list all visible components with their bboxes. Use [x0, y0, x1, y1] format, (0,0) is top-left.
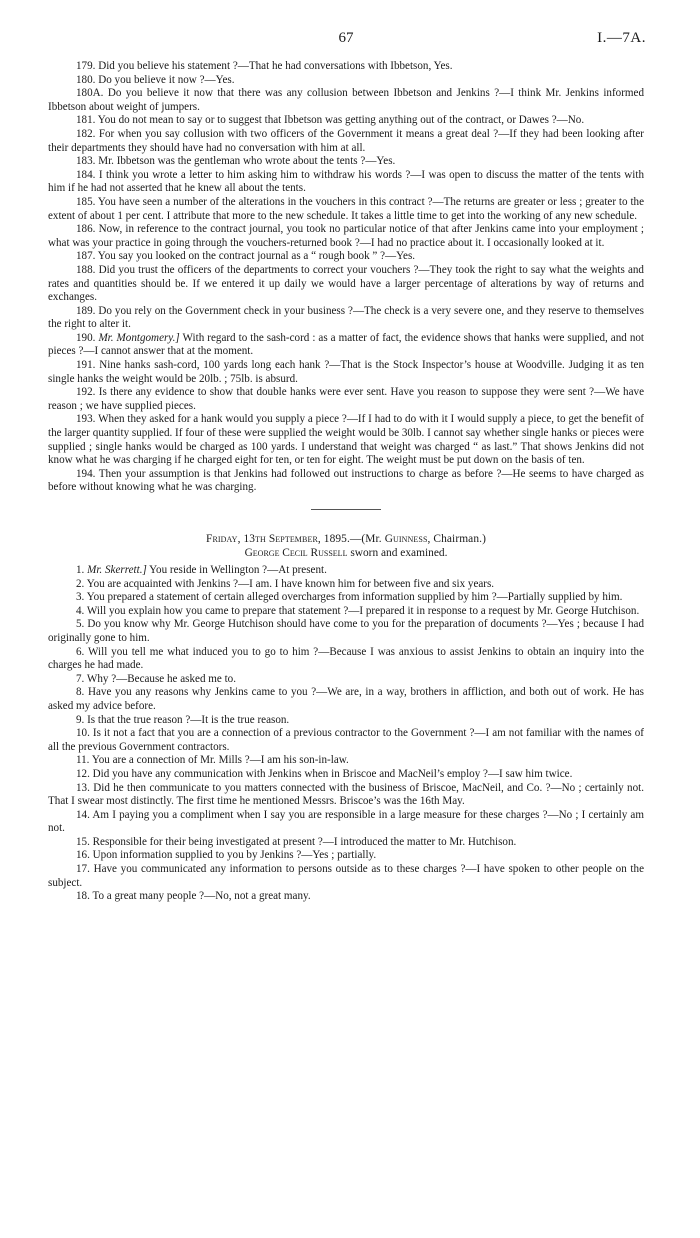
question-number: 182.: [76, 127, 96, 140]
question-answer: [48, 74, 644, 88]
question-text: Am I paying you a compliment when I say you are responsible in a large measure for these charges ?—No ; I certainly am not.: [48, 808, 644, 835]
question-text: Nine hanks sash-cord, 100 yards long each hank ?—That is the Stock Inspector’s house at Woodville. Judging it as ten single hanks the weight would be 20lb. ; 75lb. is absurd.: [48, 359, 644, 385]
question-text: Then your assumption is that Jenkins had followed out instructions to charge as before ?—He seems to have charged as before without knowing what he was charging.: [48, 467, 645, 494]
question-text: Do you rely on the Government check in your business ?—The check is a very severe one, and they reserve to themselves the right to alter it.: [48, 304, 644, 331]
question-number: 16.: [76, 849, 90, 862]
question-text: With regard to the sash-cord : as a matter of fact, the evidence shows that hanks were supplied, and not pieces ?—I cannot answer that at the moment.: [48, 331, 644, 358]
question-answer: [48, 128, 644, 155]
question-number: 180A.: [76, 87, 104, 100]
question-answer: [48, 386, 644, 413]
question-number: 184.: [76, 168, 96, 181]
question-number: 194.: [76, 467, 96, 480]
question-answer: [48, 468, 644, 495]
question-number: 7.: [76, 672, 85, 685]
question-text: For when you say collusion with two officers of the Government it means a great deal ?—If they had been looking after their departments they should have had no conversation with him at all.: [48, 127, 644, 154]
question-text: You do not mean to say or to suggest that Ibbetson was getting anything out of the contract, or Dawes ?—No.: [97, 114, 585, 127]
section-divider: [311, 509, 381, 510]
question-text: You prepared a statement of certain alleged overcharges from information supplied by him ?—Partially supplied by him.: [86, 591, 623, 604]
question-answer: [48, 782, 644, 809]
question-text: You say you looked on the contract journal as a “ rough book ” ?—Yes.: [97, 250, 416, 263]
question-number: 15.: [76, 835, 90, 848]
question-answer: [48, 618, 644, 645]
question-answer: [48, 60, 644, 74]
sitting-day: Friday, 13th September,: [206, 533, 321, 545]
question-number: 183.: [76, 155, 96, 168]
witness-status: sworn and examined.: [350, 547, 448, 559]
question-text: Is there any evidence to show that double hanks were ever sent. Have you reason to suppose they were sent ?—We have reason ; we have supplied pieces.: [48, 386, 644, 412]
page-reference: I.—7A.: [597, 30, 646, 46]
question-answer: [48, 250, 644, 264]
evidence-part-2: [48, 564, 644, 904]
question-answer: [48, 196, 644, 223]
question-text: You are a connection of Mr. Mills ?—I am his son-in-law.: [91, 754, 349, 767]
question-text: Now, in reference to the contract journal, you took no particular notice of that after Jenkins came into your employment ; what was your practice in going through the vouchers-returned book ?—I had no practice about it. I occasionally looked at it.: [48, 223, 644, 249]
question-number: 190.: [76, 331, 96, 344]
question-text: Do you believe it now ?—Yes.: [98, 73, 235, 86]
question-number: 193.: [76, 413, 96, 426]
sitting-year: 1895.—(Mr.: [323, 533, 382, 545]
question-number: 191.: [76, 359, 96, 372]
question-text: Why ?—Because he asked me to.: [86, 672, 237, 685]
question-answer: [48, 87, 644, 114]
question-answer: [48, 727, 644, 754]
question-number: 188.: [76, 263, 96, 276]
witness-name: George Cecil Russell: [244, 547, 348, 559]
question-text: You are acquainted with Jenkins ?—I am. I have known him for between five and six years.: [86, 577, 495, 590]
question-answer: [48, 809, 644, 836]
chairman-name: Guinness,: [384, 533, 431, 545]
question-number: 17.: [76, 863, 90, 876]
question-answer: [48, 332, 644, 359]
question-text: Have you any reasons why Jenkins came to you ?—We are, in a way, brothers in affliction, and both out of work. He has asked my advice before.: [48, 686, 644, 712]
question-answer: [48, 114, 644, 128]
question-answer: [48, 305, 644, 332]
question-text: Is it not a fact that you are a connection of a previous contractor to the Government ?—I am not familiar with the names of all the previous Government contractors.: [48, 727, 644, 753]
document-page: [48, 30, 644, 904]
question-number: 179.: [76, 60, 96, 72]
question-number: 4.: [76, 604, 85, 617]
question-number: 18.: [76, 890, 90, 903]
question-answer: [48, 413, 644, 467]
question-number: 181.: [76, 114, 96, 127]
witness-heading: [48, 546, 644, 560]
question-text: Do you believe it now that there was any collusion between Ibbetson and Jenkins ?—I think Mr. Jenkins informed Ibbetson about weight of jumpers.: [48, 87, 644, 113]
question-number: 5.: [76, 618, 85, 631]
question-answer: [48, 686, 644, 713]
question-answer: [48, 155, 644, 169]
question-text: To a great many people ?—No, not a great many.: [92, 890, 311, 903]
question-text: Mr. Ibbetson was the gentleman who wrote about the tents ?—Yes.: [98, 155, 396, 168]
question-number: 13.: [76, 781, 90, 794]
question-answer: [48, 605, 644, 619]
question-answer: [48, 863, 644, 890]
question-answer: [48, 564, 644, 578]
question-number: 180.: [76, 73, 96, 86]
question-number: 187.: [76, 250, 96, 263]
page-header: [48, 30, 644, 60]
question-number: 9.: [76, 713, 85, 726]
question-answer: [48, 768, 644, 782]
question-answer: [48, 169, 644, 196]
question-answer: [48, 673, 644, 687]
question-text: Responsible for their being investigated at present ?—I introduced the matter to Mr. Hutchison.: [92, 835, 517, 848]
question-text: Upon information supplied to you by Jenkins ?—Yes ; partially.: [92, 849, 377, 862]
question-answer: [48, 890, 644, 904]
question-number: 6.: [76, 645, 85, 658]
question-text: You reside in Wellington ?—At present.: [149, 564, 327, 576]
question-answer: [48, 264, 644, 305]
question-text: Did you believe his statement ?—That he had conversations with Ibbetson, Yes.: [98, 60, 453, 72]
question-text: When they asked for a hank would you supply a piece ?—If I had to do with it I would supply a piece, to get the benefit of the larger quantity supplied. If four of these were supplied the weight would be 30lb. I cannot say whether single hanks or pieces were supplied ; single hanks would be charged as 100 yards. I understand that weight was charged “ as last.” That shows Jenkins did not know what he was charging if he charged eight for ten, or ten for eight. The weight must be put down on the basis of ten.: [48, 413, 645, 467]
question-answer: [48, 754, 644, 768]
question-number: 189.: [76, 304, 96, 317]
question-text: Will you tell me what induced you to go to him ?—Because I was anxious to assist Jenkins to obtain an inquiry into the charges he had made.: [48, 645, 644, 672]
question-number: 2.: [76, 577, 85, 590]
page-number: 67: [338, 30, 354, 46]
question-number: 8.: [76, 686, 85, 699]
question-text: Is that the true reason ?—It is the true reason.: [87, 713, 290, 726]
question-number: 186.: [76, 223, 96, 236]
question-answer: [48, 591, 644, 605]
question-answer: [48, 836, 644, 850]
question-answer: [48, 646, 644, 673]
evidence-part-1: [48, 60, 644, 495]
question-number: 185.: [76, 195, 96, 208]
question-answer: [48, 359, 644, 386]
question-text: Have you communicated any information to persons outside as to these charges ?—I have spoken to other people on the subject.: [48, 863, 644, 889]
question-answer: [48, 849, 644, 863]
sitting-heading: [48, 532, 644, 546]
question-number: 14.: [76, 808, 90, 821]
question-number: 3.: [76, 591, 85, 604]
question-answer: [48, 714, 644, 728]
question-text: I think you wrote a letter to him asking him to withdraw his words ?—I was open to discuss the matter of the tents with him if he had not asserted that he knew all about the tents.: [48, 168, 644, 195]
question-text: You have seen a number of the alterations in the vouchers in this contract ?—The returns are greater or less ; greater to the extent of about 1 per cent. I attribute that more to the new schedule. It takes a little time to get into the working of any new schedule.: [48, 195, 644, 222]
speaker-name: Mr. Montgomery.]: [98, 331, 180, 344]
question-answer: [48, 223, 644, 250]
speaker-name: Mr. Skerrett.]: [87, 564, 147, 576]
question-answer: [48, 578, 644, 592]
question-text: Did you have any communication with Jenkins when in Briscoe and MacNeil’s employ ?—I saw him twice.: [92, 767, 573, 780]
question-number: 192.: [76, 386, 96, 399]
question-number: 10.: [76, 727, 90, 740]
question-number: 12.: [76, 767, 90, 780]
question-number: 1.: [76, 564, 85, 576]
chairman-title: Chairman.): [433, 533, 486, 545]
question-text: Did you trust the officers of the departments to correct your vouchers ?—They took the right to say what the weights and rates and quantities should be. If we entered it up daily we would have a larger percentage of alterations by way of returns and exchanges.: [48, 263, 644, 304]
question-number: 11.: [76, 754, 90, 767]
question-text: Did he then communicate to you matters connected with the business of Briscoe, MacNeil, and Co. ?—No ; certainly not. That I swear most distinctly. The first time he mentioned Messrs. Briscoe’s was the 16th May.: [48, 781, 644, 808]
question-text: Will you explain how you came to prepare that statement ?—I prepared it in response to a request by Mr. George Hutchison.: [86, 604, 640, 617]
question-text: Do you know why Mr. George Hutchison should have come to you for the preparation of documents ?—Yes ; because I had originally gone to him.: [48, 618, 644, 644]
